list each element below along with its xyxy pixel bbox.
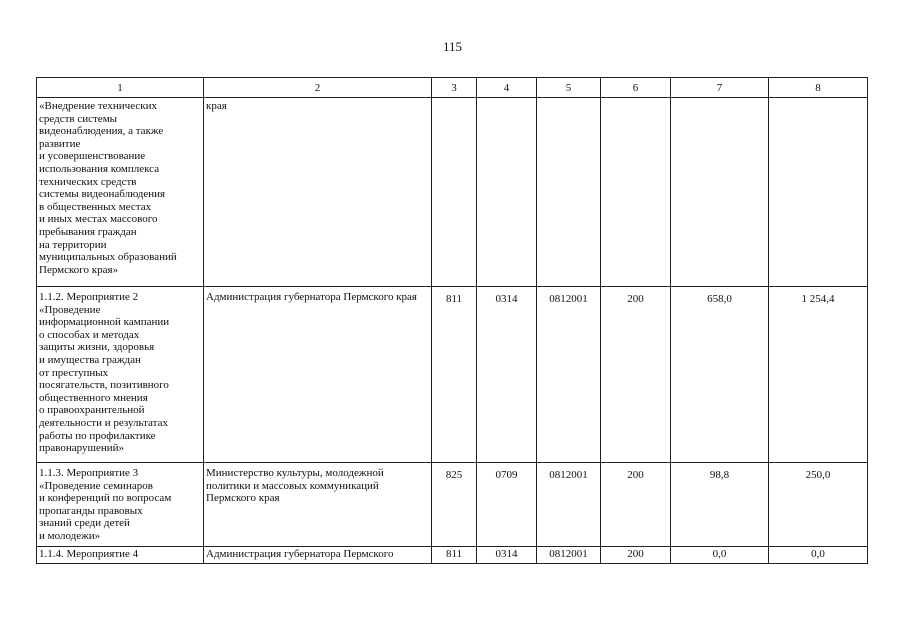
target-code-cell: 0812001 (537, 287, 601, 463)
amount-col7-cell: 0,0 (671, 547, 769, 564)
section-code-cell: 0314 (477, 287, 537, 463)
column-header: 5 (537, 78, 601, 98)
amount-col7-cell: 98,8 (671, 463, 769, 547)
activity-name-cell: 1.1.3. Мероприятие 3 «Проведение семинаров и конференций по вопросам пропаганды правовых знаний среди детей и молодежи» (37, 463, 204, 547)
table-header-row (37, 78, 868, 98)
expense-type-cell: 200 (601, 463, 671, 547)
column-header: 2 (204, 78, 432, 98)
table-row (37, 287, 868, 463)
column-header: 1 (37, 78, 204, 98)
section-code-cell: 0314 (477, 547, 537, 564)
column-header: 3 (432, 78, 477, 98)
section-code-cell (477, 98, 537, 287)
page-number: 115 (442, 39, 463, 54)
responsible-cell: Министерство культуры, молодежной политики и массовых коммуникаций Пермского края (204, 463, 432, 547)
amount-col8-cell: 1 254,4 (769, 287, 868, 463)
program-table (36, 77, 868, 564)
activity-name-cell: 1.1.4. Мероприятие 4 (37, 547, 204, 564)
expense-type-cell: 200 (601, 547, 671, 564)
column-header: 6 (601, 78, 671, 98)
target-code-cell (537, 98, 601, 287)
column-header: 7 (671, 78, 769, 98)
expense-type-cell: 200 (601, 287, 671, 463)
expense-type-cell (601, 98, 671, 287)
column-header: 8 (769, 78, 868, 98)
section-code-cell: 0709 (477, 463, 537, 547)
table-row (37, 547, 868, 564)
admin-code-cell: 811 (432, 547, 477, 564)
responsible-cell: Администрация губернатора Пермского края (204, 287, 432, 463)
admin-code-cell (432, 98, 477, 287)
table-row (37, 98, 868, 287)
amount-col8-cell: 0,0 (769, 547, 868, 564)
amount-col7-cell (671, 98, 769, 287)
amount-col7-cell: 658,0 (671, 287, 769, 463)
target-code-cell: 0812001 (537, 547, 601, 564)
activity-name-cell: «Внедрение технических средств системы видеонаблюдения, а также развитие и усовершенствование использования комплекса технических средств системы видеонаблюдения в общественных местах и иных местах массового пребывания граждан на территории муниципальных образований Пермского края» (37, 98, 204, 287)
admin-code-cell: 811 (432, 287, 477, 463)
responsible-cell: края (204, 98, 432, 287)
responsible-cell: Администрация губернатора Пермского (204, 547, 432, 564)
admin-code-cell: 825 (432, 463, 477, 547)
activity-name-cell: 1.1.2. Мероприятие 2 «Проведение информационной кампании о способах и методах защиты жизни, здоровья и имущества граждан от преступных посягательств, позитивного общественного мнения о правоохранительной деятельности и результатах работы по профилактике правонарушений» (37, 287, 204, 463)
amount-col8-cell: 250,0 (769, 463, 868, 547)
target-code-cell: 0812001 (537, 463, 601, 547)
column-header: 4 (477, 78, 537, 98)
table-row (37, 463, 868, 547)
amount-col8-cell (769, 98, 868, 287)
